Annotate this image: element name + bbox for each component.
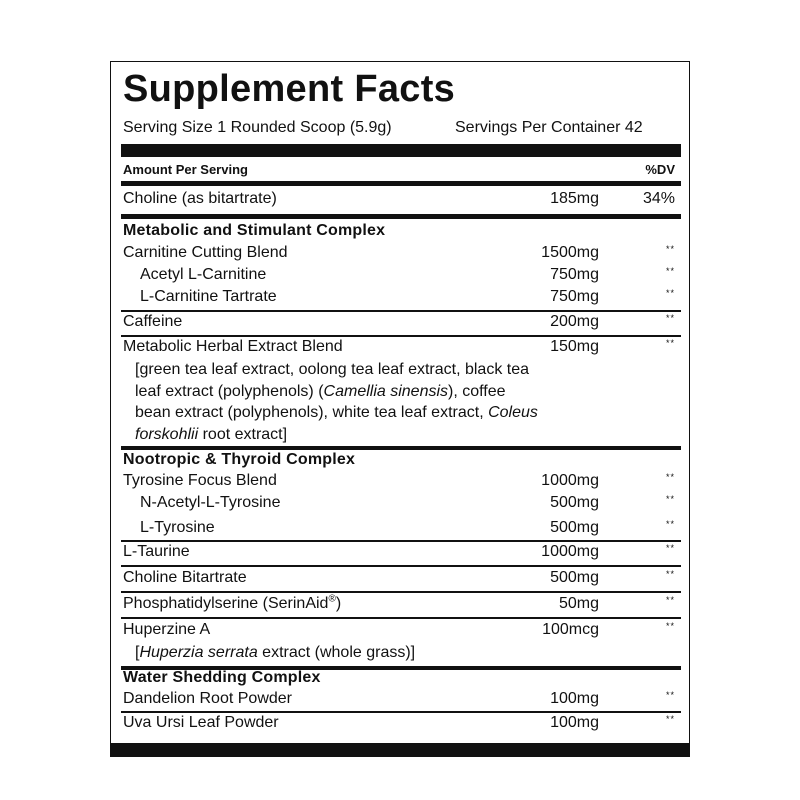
nutrient-amount: 750mg — [550, 288, 599, 305]
nutrient-dv: ** — [665, 569, 675, 579]
nutrient-name: Metabolic Herbal Extract Blend — [123, 338, 343, 355]
nutrient-dv: ** — [665, 494, 675, 504]
nutrient-dv: ** — [665, 244, 675, 254]
nutrient-amount: 150mg — [550, 338, 599, 355]
ingredient-line: leaf extract (polyphenols) (Camellia sinensis), coffee — [135, 382, 506, 400]
nutrient-dv: ** — [665, 690, 675, 700]
row-divider — [121, 335, 681, 337]
nutrient-dv: ** — [665, 519, 675, 529]
thick-divider — [121, 144, 681, 157]
nutrient-name: Huperzine A — [123, 621, 211, 638]
servings-per-container: Servings Per Container 42 — [455, 119, 643, 136]
huperzine-ingredients — [135, 642, 625, 664]
nutrient-dv: ** — [665, 543, 675, 553]
nutrient-row-choline-bitartrate — [123, 569, 681, 591]
ingredient-line: [green tea leaf extract, oolong tea leaf extract, black tea — [135, 361, 530, 378]
row-divider — [121, 565, 681, 567]
nutrient-dv: ** — [665, 472, 675, 482]
nutrient-row-nac-tyrosine — [123, 494, 681, 516]
nutrient-row-carnitine-blend — [123, 244, 681, 266]
serving-size: Serving Size 1 Rounded Scoop (5.9g) — [123, 119, 392, 136]
nutrient-dv: ** — [665, 595, 675, 605]
nutrient-name: Uva Ursi Leaf Powder — [123, 714, 279, 731]
nutrient-name: L-Tyrosine — [140, 519, 215, 536]
nutrient-amount: 500mg — [550, 569, 599, 586]
nutrient-name: Acetyl L-Carnitine — [140, 266, 267, 283]
ingredient-line: forskohlii root extract] — [135, 425, 288, 443]
nutrient-name: Carnitine Cutting Blend — [123, 244, 288, 261]
nutrient-amount: 200mg — [550, 313, 599, 330]
ingredient-line: [Huperzia serrata extract (whole grass)] — [135, 644, 416, 661]
nutrient-dv: ** — [665, 714, 675, 724]
nutrient-row-uva-ursi — [123, 714, 681, 736]
nutrient-name: L-Taurine — [123, 543, 190, 560]
nutrient-amount: 185mg — [550, 190, 599, 207]
nutrient-dv: ** — [665, 266, 675, 276]
section-heading-water: Water Shedding Complex — [123, 669, 321, 686]
row-divider — [121, 617, 681, 619]
section-heading-nootropic: Nootropic & Thyroid Complex — [123, 451, 356, 468]
panel-title: Supplement Facts — [123, 68, 456, 110]
row-divider — [121, 540, 681, 542]
nutrient-dv: 34% — [642, 190, 675, 207]
row-divider — [121, 711, 681, 713]
nutrient-row-phosphatidylserine — [123, 595, 681, 617]
nutrient-row-herbal-blend — [123, 338, 681, 360]
bottom-thick-bar — [111, 743, 689, 756]
medium-divider — [121, 181, 681, 186]
nutrient-amount: 100mg — [550, 714, 599, 731]
nutrient-amount: 1000mg — [541, 472, 599, 489]
nutrient-name: Phosphatidylserine (SerinAid®) — [123, 593, 342, 612]
ingredient-line: bean extract (polyphenols), white tea leaf extract, Coleus — [135, 404, 538, 421]
nutrient-row-tyrosine-blend — [123, 472, 681, 494]
nutrient-name: Caffeine — [123, 313, 183, 330]
amount-per-serving-header: Amount Per Serving — [123, 162, 248, 177]
medium-divider — [121, 446, 681, 450]
nutrient-name: L-Carnitine Tartrate — [140, 288, 277, 305]
section-heading-metabolic: Metabolic and Stimulant Complex — [123, 222, 386, 239]
nutrient-name: Choline Bitartrate — [123, 569, 247, 586]
nutrient-row-acetyl-carnitine — [123, 266, 681, 288]
registered-mark: ® — [328, 593, 336, 605]
medium-divider — [121, 214, 681, 219]
nutrient-amount: 1500mg — [541, 244, 599, 261]
nutrient-row-l-tyrosine — [123, 519, 681, 541]
nutrient-row-carnitine-tartrate — [123, 288, 681, 310]
nutrient-name: N-Acetyl-L-Tyrosine — [140, 494, 281, 511]
nutrient-row-caffeine — [123, 313, 681, 335]
row-divider — [121, 591, 681, 593]
herbal-blend-ingredients — [135, 359, 625, 445]
nutrient-name: Choline (as bitartrate) — [123, 190, 277, 207]
nutrient-amount: 750mg — [550, 266, 599, 283]
nutrient-row-dandelion — [123, 690, 681, 712]
nutrient-dv: ** — [665, 288, 675, 298]
row-divider — [121, 310, 681, 312]
nutrient-row-huperzine — [123, 621, 681, 643]
nutrient-name: Dandelion Root Powder — [123, 690, 292, 707]
nutrient-row-taurine — [123, 543, 681, 565]
nutrient-amount: 50mg — [558, 595, 599, 612]
nutrient-amount: 100mcg — [542, 621, 599, 638]
nutrient-dv: ** — [665, 338, 675, 348]
supplement-facts-panel — [110, 61, 690, 757]
nutrient-dv: ** — [665, 621, 675, 631]
nutrient-amount: 1000mg — [541, 543, 599, 560]
nutrient-amount: 500mg — [550, 519, 599, 536]
nutrient-dv: ** — [665, 313, 675, 323]
nutrient-row-choline — [123, 190, 681, 212]
dv-header: %DV — [645, 162, 675, 177]
nutrient-name: Tyrosine Focus Blend — [123, 472, 277, 489]
nutrient-amount: 100mg — [550, 690, 599, 707]
nutrient-amount: 500mg — [550, 494, 599, 511]
